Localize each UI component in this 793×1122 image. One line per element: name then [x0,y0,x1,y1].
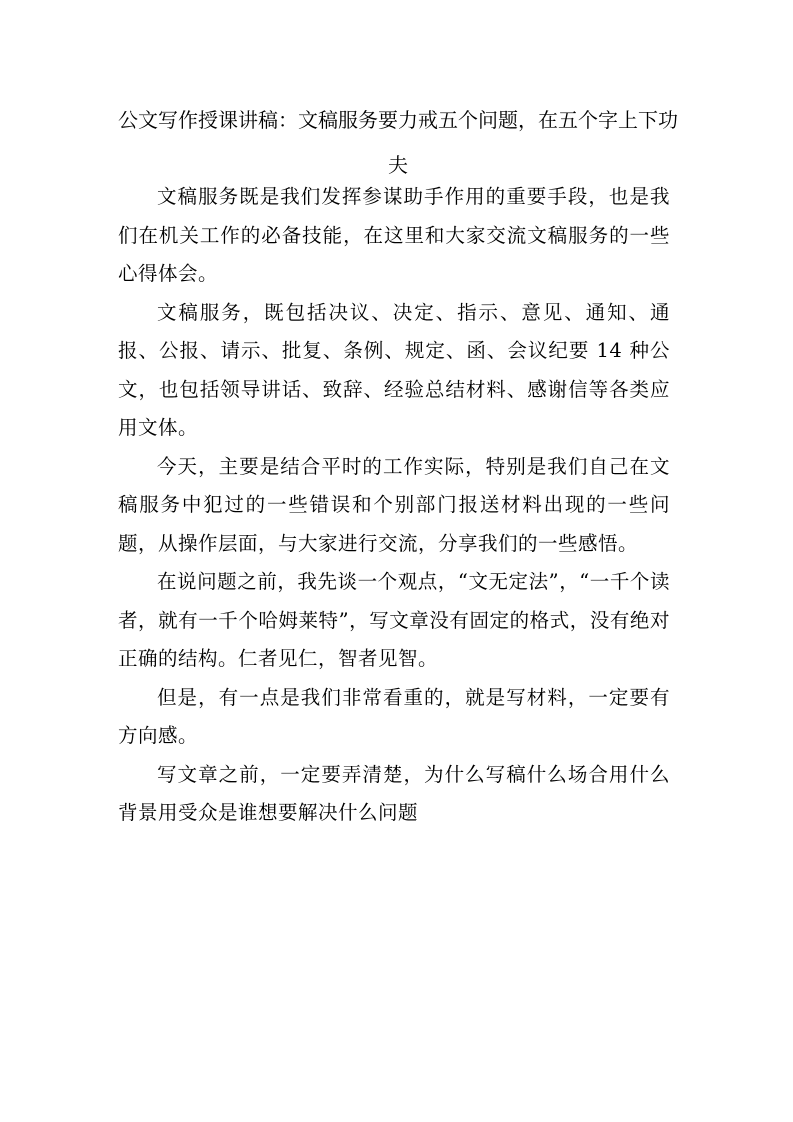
paragraph-6: 写文章之前，一定要弄清楚，为什么写稿什么场合用什么背景用受众是谁想要解决什么问题 [118,762,670,824]
paragraph-3: 今天，主要是结合平时的工作实际，特别是我们自己在文稿服务中犯过的一些错误和个别部门报送材料出现的一些问题，从操作层面，与大家进行交流，分享我们的一些感悟。 [118,454,670,555]
paragraph-5: 但是，有一点是我们非常看重的，就是写材料，一定要有方向感。 [118,685,670,747]
paragraph-1: 文稿服务既是我们发挥参谋助手作用的重要手段，也是我们在机关工作的必备技能，在这里和大家交流文稿服务的一些心得体会。 [118,185,670,285]
document-title: 公文写作授课讲稿：文稿服务要力戒五个问题，在五个字上下功夫 [118,108,678,177]
paragraph-4: 在说问题之前，我先谈一个观点，“文无定法”，“一千个读者，就有一千个哈姆莱特”，写文章没有固定的格式，没有绝对正确的结构。仁者见仁，智者见智。 [118,570,670,670]
paragraph-2: 文稿服务，既包括决议、决定、指示、意见、通知、通报、公报、请示、批复、条例、规定、函、会议纪要 14 种公文，也包括领导讲话、致辞、经验总结材料、感谢信等各类应用文体。 [118,300,670,439]
document-body [118,178,670,833]
